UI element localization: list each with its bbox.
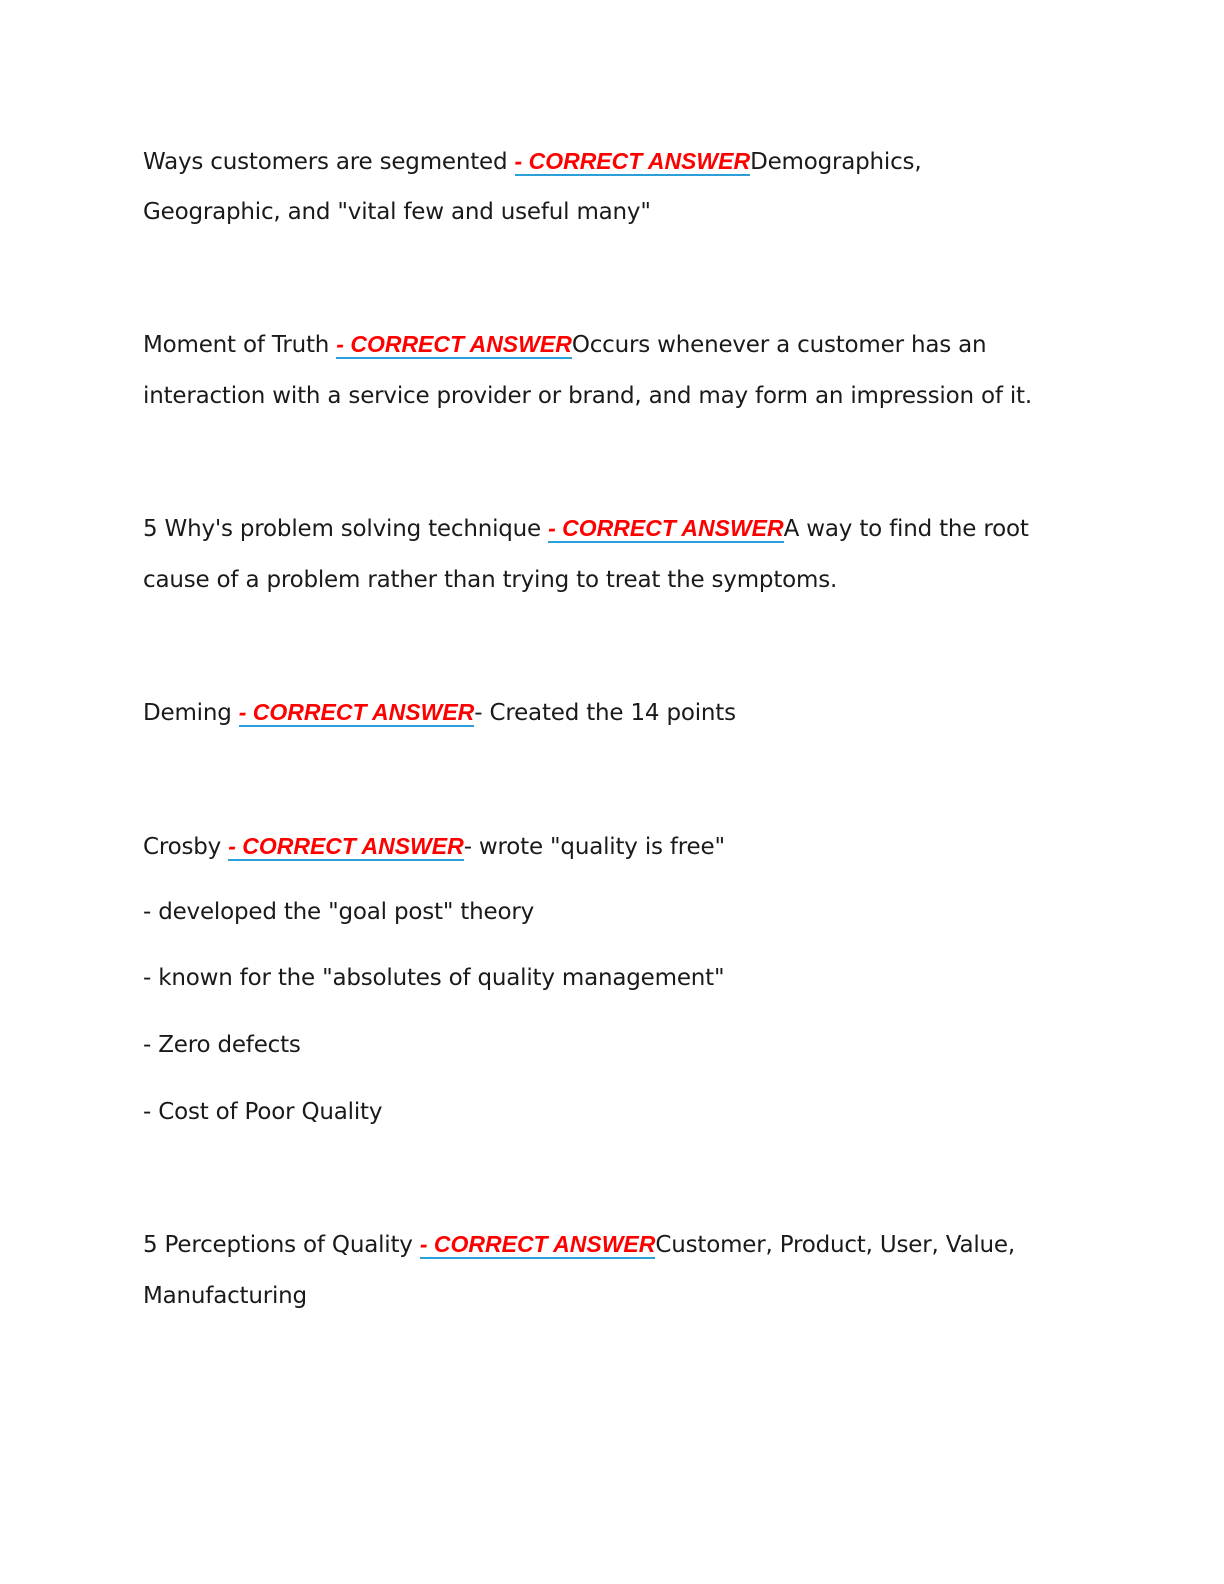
term: 5 Why's problem solving technique <box>143 516 549 542</box>
correct-answer-marker: - CORRECT ANSWER <box>514 148 751 174</box>
answer-text: Occurs whenever a customer has an <box>571 332 987 358</box>
term: Moment of Truth <box>143 332 337 358</box>
answer-text: A way to find the root <box>783 516 1029 542</box>
entry-moment-of-truth <box>143 329 1103 360</box>
answer-bullet: - known for the "absolutes of quality management" <box>143 965 725 991</box>
entry-5-perceptions <box>143 1229 1103 1260</box>
entry-5-whys <box>143 513 1103 544</box>
answer-text: - Created the 14 points <box>474 700 736 726</box>
entry-ways-customers-segmented <box>143 146 1103 177</box>
correct-answer-marker: - CORRECT ANSWER <box>336 331 572 357</box>
correct-answer-marker: - CORRECT ANSWER <box>419 1231 656 1257</box>
term: Ways customers are segmented <box>143 149 515 175</box>
answer-continuation: Geographic, and "vital few and useful many" <box>143 199 651 225</box>
correct-answer-marker: - CORRECT ANSWER <box>228 833 464 859</box>
answer-continuation: Manufacturing <box>143 1283 307 1309</box>
answer-continuation: cause of a problem rather than trying to treat the symptoms. <box>143 567 838 593</box>
answer-bullet: - developed the "goal post" theory <box>143 899 534 925</box>
term: Crosby <box>143 834 229 860</box>
correct-answer-marker: - CORRECT ANSWER <box>548 515 784 541</box>
answer-text: - wrote "quality is free" <box>463 834 725 860</box>
answer-continuation: interaction with a service provider or brand, and may form an impression of it. <box>143 383 1032 409</box>
term: Deming <box>143 700 239 726</box>
answer-text: Customer, Product, User, Value, <box>655 1232 1015 1258</box>
term: 5 Perceptions of Quality <box>143 1232 420 1258</box>
entry-crosby <box>143 831 1103 862</box>
entry-deming <box>143 697 1103 728</box>
answer-bullet: - Cost of Poor Quality <box>143 1099 383 1125</box>
correct-answer-marker: - CORRECT ANSWER <box>238 699 475 725</box>
answer-text: Demographics, <box>750 149 922 175</box>
answer-bullet: - Zero defects <box>143 1032 301 1058</box>
